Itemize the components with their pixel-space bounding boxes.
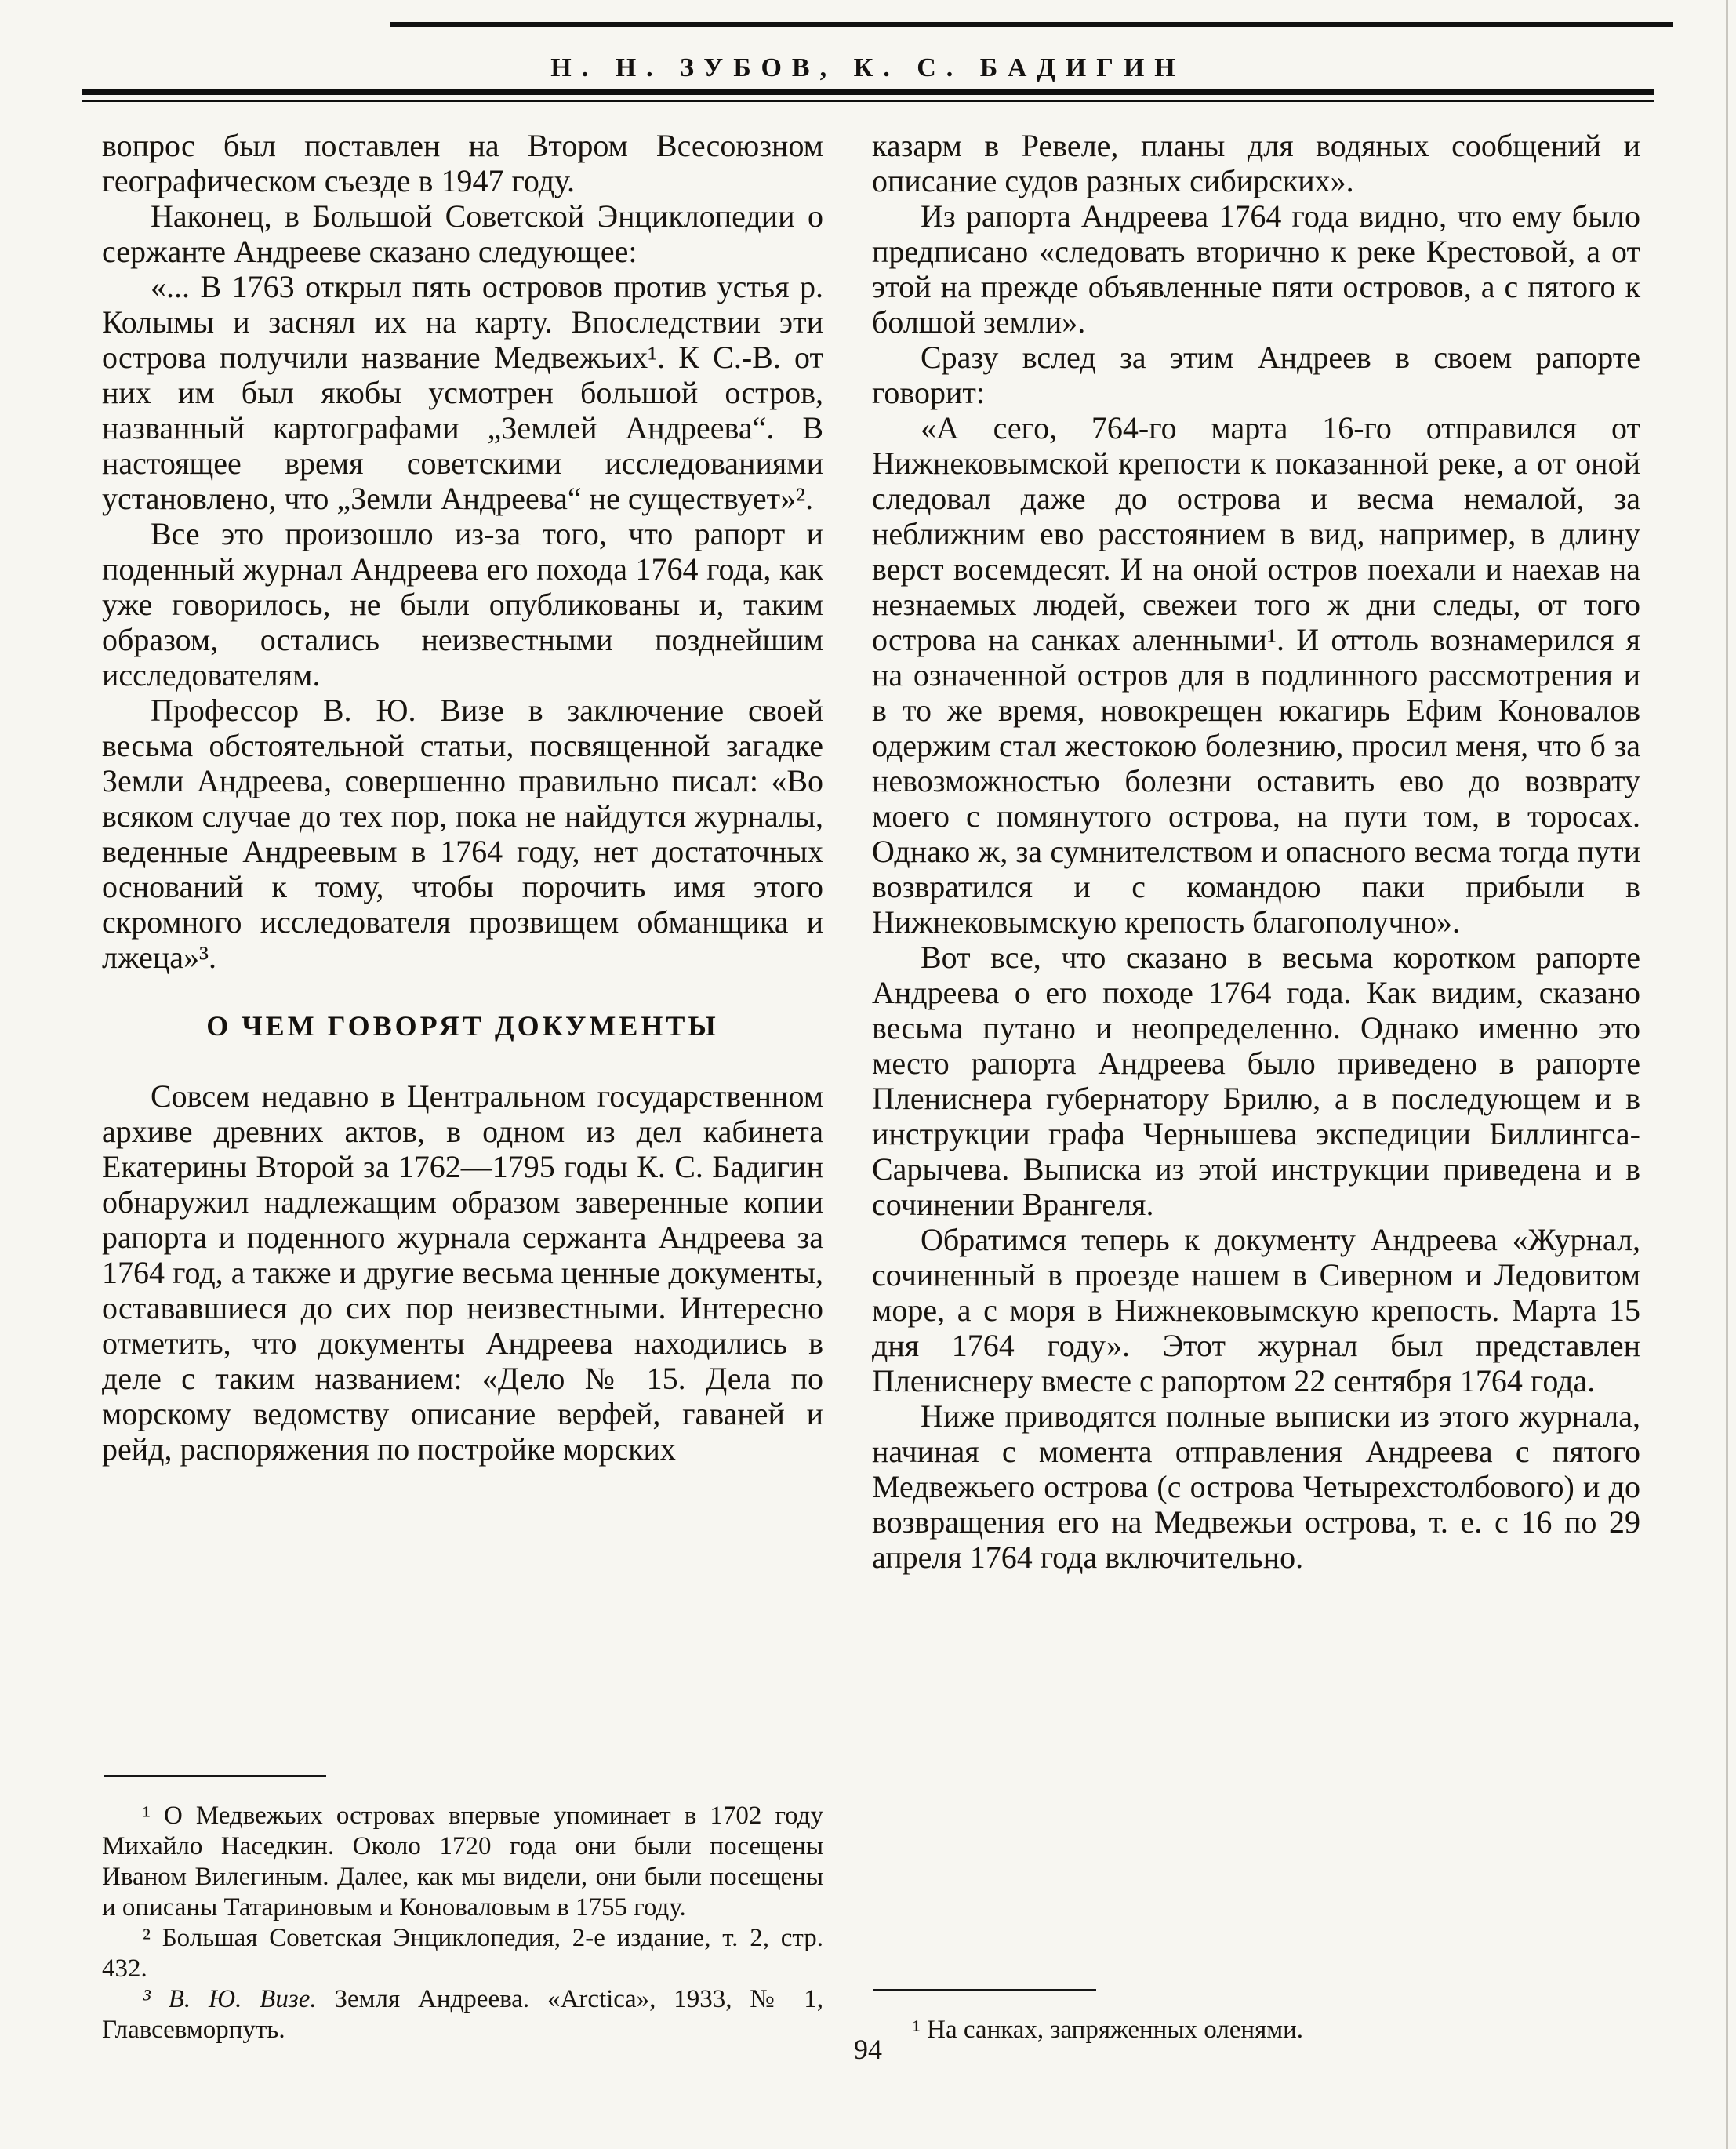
top-edge-rule [390,22,1673,27]
page-number: 94 [854,2034,882,2065]
header-rule-thick [82,89,1654,95]
paragraph: Сразу вслед за этим Андреев в своем рапорте говорит: [872,340,1640,410]
text-columns [102,128,1640,2045]
paragraph: Из рапорта Андреева 1764 года видно, что ему было предписано «следовать вторично к реке Крестовой, а от этой на прежде объявленные пяти островов, а с пятого к болшой земли». [872,198,1640,340]
paragraph: Обратимся теперь к документу Андреева «Журнал, сочиненный в проезде нашем в Сиверном и Ледовитом море, а с моря в Нижнековымскую крепость. Марта 15 дня 1764 году». Этот журнал был представлен Плениснеру вместе с рапортом 22 сентября 1764 года. [872,1222,1640,1398]
scan-right-edge [1726,0,1728,2149]
paragraph: Ниже приводятся полные выписки из этого журнала, начиная с момента отправления Андреева с пятого Медвежьего острова (с острова Четырехстолбового) и до возвращения его на Медвежьи острова, т. е. с 16 по 29 апреля 1764 года включительно. [872,1398,1640,1575]
footnotes-block [102,1775,823,2045]
left-column [102,128,823,2045]
paragraph: казарм в Ревеле, планы для водяных сообщений и описание судов разных сибирских». [872,128,1640,198]
paragraph: Совсем недавно в Центральном государственном архиве древних актов, в одном из дел кабинета Екатерины Второй за 1762—1795 годы К. С. Бадигин обнаружил надлежащим образом заверенные копии рапорта и поденного журнала сержанта Андреева за 1764 год, а также и другие весьма ценные документы, остававшиеся до сих пор неизвестными. Интересно отметить, что документы Андреева находились в деле с таким названием: «Дело № 15. Дела по морскому ведомству описание верфей, гаваней и рейд, распоряжения по постройке морских [102,1078,823,1467]
running-head-authors: Н. Н. ЗУБОВ, К. С. БАДИГИН [550,53,1186,82]
footnote-text: Земля Андреева. «Arctica», 1933, № 1, Главсевморпуть. [102,1985,823,2044]
paragraph: «А сего, 764-го марта 16-го отправился от Нижнековымской крепости к показанной реке, а от оной следовал даже до острова и весма немалой, за неближним ево расстоянием в вид, например, в длину верст восемдесят. И на оной остров поехали и наехав на незнаемых людей, свежеи того ж дни следы, от того острова на санках аленными¹. И оттоль вознамерился я на означенной остров для в подлинного рассмотрения и в то же время, новокрещен юкагирь Ефим Коновалов одержим стал жестокою болезнию, просил меня, что б за невозможностью болезни оставить ево до возврату моего с помянутого острова, на пути том, в торосах. Однако ж, за сумнителством и опасного весма тогда пути возвратился и с командою паки прибыли в Нижнековымскую крепость благополучно». [872,410,1640,940]
footnote-author: ³ В. Ю. Визе. [143,1985,317,2013]
paragraph: Вот все, что сказано в весьма коротком рапорте Андреева о его походе 1764 года. Как видим, сказано весьма путано и неопределенно. Однако именно это место рапорта Андреева было приведено в рапорте Плениснера губернатору Брилю, а в последующем и в инструкции графа Чернышева экспедиции Биллингса-Сарычева. Выписка из этой инструкции приведена и в сочинении Врангеля. [872,940,1640,1222]
footnote-separator [104,1775,326,1777]
paragraph: Профессор В. Ю. Визе в заключение своей весьма обстоятельной статьи, посвященной загадке Земли Андреева, совершенно правильно писал: «Во всяком случае до тех пор, пока не найдутся журналы, веденные Андреевым в 1764 году, нет достаточных оснований к тому, чтобы порочить имя этого скромного исследователя прозвищем обманщика и лжеца»³. [102,693,823,975]
header-rule-thin [82,100,1654,102]
right-column [872,128,1640,2045]
paragraph: вопрос был поставлен на Втором Всесоюзном географическом съезде в 1947 году. [102,128,823,198]
footnote: ² Большая Советская Энциклопедия, 2-е издание, т. 2, стр. 432. [102,1924,823,1983]
footnote-separator [873,1989,1096,1991]
paragraph: Наконец, в Большой Советской Энциклопедии о сержанте Андрееве сказано следующее: [102,198,823,269]
paragraph: «... В 1763 открыл пять островов против устья р. Колымы и заснял их на карту. Впоследствии эти острова получили название Медвежьих¹. К С.-В. от них им был якобы усмотрен большой остров, названный картографами „Землей Андреева“. В настоящее время советскими исследованиями установлено, что „Земли Андреева“ не существует»². [102,269,823,516]
section-heading: О ЧЕМ ГОВОРЯТ ДОКУМЕНТЫ [206,1010,719,1042]
footnote: ¹ О Медвежьих островах впервые упоминает в 1702 году Михайло Наседкин. Около 1720 года они были посещены Иваном Вилегиным. Далее, как мы видели, они были посещены и описаны Татариновым и Коноваловым в 1755 году. [102,1802,823,1922]
paragraph: Все это произошло из-за того, что рапорт и поденный журнал Андреева его похода 1764 года, как уже говорилось, не были опубликованы и, таким образом, остались неизвестными позднейшим исследователям. [102,516,823,693]
footnote: ¹ На санках, запряженных оленями. [913,2016,1304,2044]
